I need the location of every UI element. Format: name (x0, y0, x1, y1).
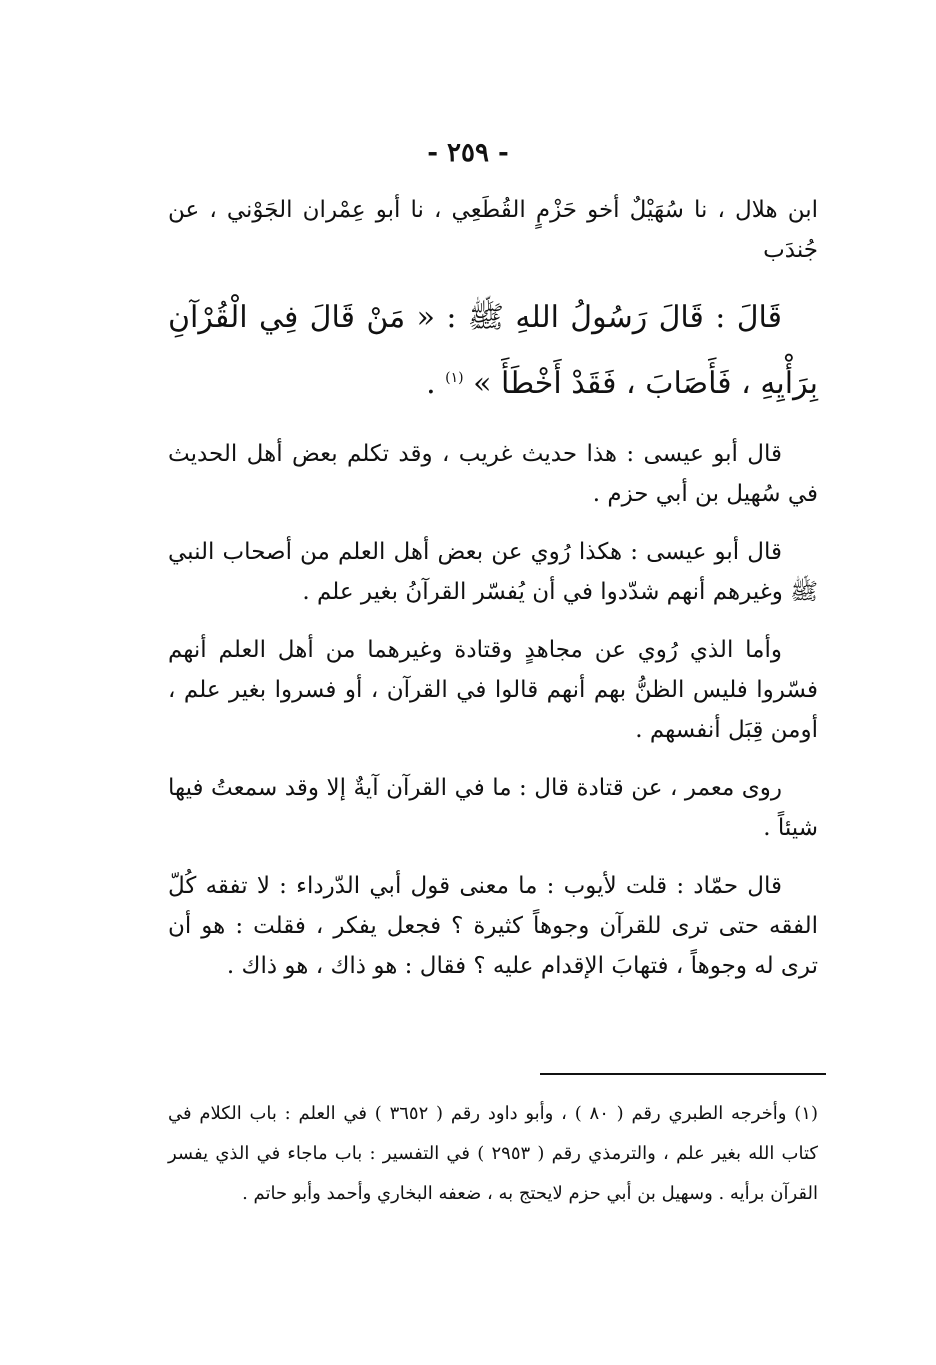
paragraph-4: روى معمر ، عن قتادة قال : ما في القرآن آيةٌ إلا وقد سمعتُ فيها شيئاً . (168, 775, 818, 841)
paragraph-5: قال حمّاد : قلت لأيوب : ما معنى قول أبي الدّرداء : لا تفقه كُلّ الفقه حتى ترى للقرآن وجوهاً كثيرة ؟ فجعل يفكر ، فقلت : هو أن ترى له وجوهاً ، فتهابَ الإقدام عليه ؟ فقال : هو ذاك ، هو ذاك . (168, 873, 818, 979)
paragraph-3: وأما الذي رُوي عن مجاهدٍ وقتادة وغيرهما من أهل العلم أنهم فسّروا فليس الظنُّ بهم أنهم قالوا في القرآن ، أو فسروا بغير علم ، أومن قِبَل أنفسهم . (168, 637, 818, 743)
hadith-end: . (426, 366, 446, 401)
isnad-paragraph: ابن هلال ، نا سُهَيْلٌ أخو حَزْمٍ القُطَعِي ، نا أبو عِمْران الجَوْني ، عن جُندَب (168, 197, 818, 263)
footnote: (١) وأخرجه الطبري رقم ( ٨٠ ) ، وأبو داود رقم ( ٣٦٥٢ ) في العلم : باب الكلام في كتاب الله بغير علم ، والترمذي رقم ( ٢٩٥٣ ) في التفسير : باب ماجاء في الذي يفسر القرآن برأيه . وسهيل بن أبي حزم لايحتج به ، ضعفه البخاري وأحمد وأبو حاتم . (168, 1103, 818, 1204)
page-number: - ٢٥٩ - (427, 138, 509, 168)
main-text (168, 190, 818, 1004)
hadith-quote (168, 288, 818, 414)
footnote-marker: (١) (445, 370, 464, 386)
footnote-divider (540, 1073, 826, 1075)
paragraph-1: قال أبو عيسى : هذا حديث غريب ، وقد تكلم بعض أهل الحديث في سُهيل بن أبي حزم . (168, 441, 818, 507)
paragraph-2: قال أبو عيسى : هكذا رُوي عن بعض أهل العلم من أصحاب النبي ﷺ وغيرهم أنهم شدّدوا في أن يُفسّر القرآنُ بغير علم . (168, 539, 818, 605)
hadith-text: قَالَ : قَالَ رَسُولُ اللهِ ﷺ : « مَنْ قَالَ فِي الْقُرْآنِ بِرَأْيِهِ ، فَأَصَابَ ، فَقَدْ أَخْطَأَ » (168, 300, 818, 401)
